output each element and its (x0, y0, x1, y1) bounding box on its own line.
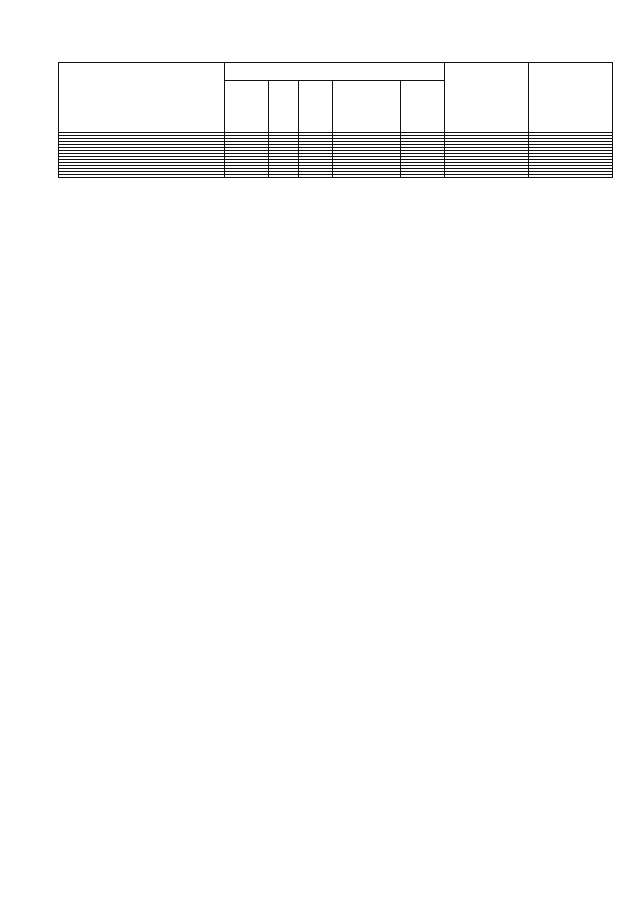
row-expense-type (401, 175, 445, 178)
header-year-2 (529, 63, 613, 133)
row-department (225, 175, 269, 178)
row-amount-year-1 (445, 175, 529, 178)
header-subsection (299, 81, 333, 133)
header-year-1 (445, 63, 529, 133)
header-classification-group (225, 63, 445, 81)
header-section (269, 81, 299, 133)
row-target-item (333, 175, 401, 178)
table-body (59, 133, 613, 178)
row-name (59, 175, 225, 178)
row-section (269, 175, 299, 178)
table-row (59, 175, 613, 178)
header-expense-type (401, 81, 445, 133)
header-department (225, 81, 269, 133)
budget-table (58, 62, 613, 178)
row-subsection (299, 175, 333, 178)
row-amount-year-2 (529, 175, 613, 178)
header-name (59, 63, 225, 133)
header-target-item (333, 81, 401, 133)
